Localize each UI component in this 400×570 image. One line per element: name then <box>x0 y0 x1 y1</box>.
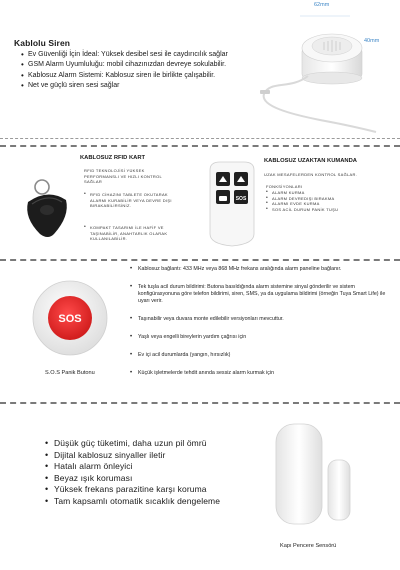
list-item: • Düşük güç tüketimi, daha uzun pil ömrü <box>46 438 220 450</box>
door-window-sensor-image <box>272 420 362 530</box>
list-item: • Yüksek frekans parazitine karşı koruma <box>46 484 220 496</box>
sos-caption: S.O.S Panik Butonu <box>45 370 95 376</box>
sensor-caption: Kapı Pencere Sensörü <box>280 543 337 549</box>
list-item: • Kablosuz Alarm Sistemi: Kablosuz siren ile birlikte çalışabilir. <box>22 71 228 81</box>
list-item: • Beyaz ışık koruması <box>46 473 220 485</box>
sensor-feature-list <box>46 438 220 507</box>
list-item: • Küçük işletmelerde tehdit anında sessiz alarm kurmak için <box>130 370 392 377</box>
list-item: • Ev içi acil durumlarda (yangın, hırsızlık) <box>130 352 392 359</box>
siren-width-dimension: 62mm <box>314 2 330 8</box>
remote-function-list <box>266 190 338 212</box>
rfid-description: RFID TEKNOLOJİSİ YÜKSEK PERFORMANSLI VE HIZLI KONTROL SAĞLAR <box>84 168 162 185</box>
section-divider <box>0 259 400 261</box>
list-item: • Tam kapsamlı otomatik sıcaklık dengeleme <box>46 496 220 508</box>
siren-product-image <box>250 10 396 140</box>
section-divider <box>0 402 400 404</box>
rfid-bullet-list <box>84 225 184 242</box>
section-divider <box>0 138 400 139</box>
list-item: • KOMPAKT TASARIMI İLE HAFİF VE TAŞINABİLİR, ANAHTARLIK OLARAK KULLANILABİLİR. <box>84 225 184 242</box>
list-item: • ALARMI EVDE KURMA <box>266 201 338 207</box>
remote-title: KABLOSUZ UZAKTAN KUMANDA <box>264 158 357 164</box>
list-item: • Tek tuşla acil durum bildirimi: Butona basıldığında alarm sistemine sinyal gönderilir ve sistem konfigürasyonuna göre telefon bildirimi, siren, SMS, ya da uygulama bildirimi (örneğin Tuya Smart Life) ile uyarı verir. <box>130 284 392 305</box>
section-divider <box>0 145 400 147</box>
list-item: • SOS ACİL DURUM PANİK TUŞU <box>266 207 338 213</box>
list-item: • GSM Alarm Uyumluluğu: mobil cihazınızdan devreye sokulabilir. <box>22 60 228 70</box>
sos-panic-button-image <box>30 278 110 358</box>
list-item: • ALARM KURMA <box>266 190 338 196</box>
remote-description: UZAK MESAFELERDEN KONTROL SAĞLAR. <box>264 172 358 177</box>
list-item: • RFID CİHAZINI TABLETE OKUTARAK ALARMI KURABİLİR VEYA DEVRE DIŞI BIRAKABİLİRSİNİZ. <box>84 192 184 209</box>
rfid-title: KABLOSUZ RFID KART <box>80 155 146 161</box>
list-item: • Taşınabilir veya duvara monte edilebilir versiyonları mevcuttur. <box>130 316 392 323</box>
remote-sos-label: SOS <box>235 196 247 202</box>
remote-control-image <box>204 160 260 248</box>
rfid-keyfob-image <box>20 178 76 244</box>
list-item: • ALARM DEVREDIŞI BIRAKMA <box>266 196 338 202</box>
list-item: • Dijital kablosuz sinyaller iletir <box>46 450 220 462</box>
list-item: • Yaşlı veya engelli bireylerin yardım çağrısı için <box>130 334 392 341</box>
siren-title: Kablolu Siren <box>14 38 71 48</box>
sos-feature-list <box>130 266 392 377</box>
list-item: • Hatalı alarm önleyici <box>46 461 220 473</box>
siren-height-dimension: 40mm <box>364 38 380 44</box>
siren-feature-list <box>22 50 228 92</box>
rfid-bullet-list <box>84 192 184 209</box>
remote-functions-title: FONKSİYONLARI <box>266 184 303 189</box>
list-item: • Net ve güçlü siren sesi sağlar <box>22 81 228 91</box>
list-item: • Ev Güvenliği İçin İdeal: Yüksek desibel sesi ile caydırıcılık sağlar <box>22 50 228 60</box>
sos-button-label: SOS <box>58 313 82 325</box>
list-item: • Kablosuz bağlantı: 433 MHz veya 868 MHz frekans aralığında alarm paneline bağlanır. <box>130 266 392 273</box>
